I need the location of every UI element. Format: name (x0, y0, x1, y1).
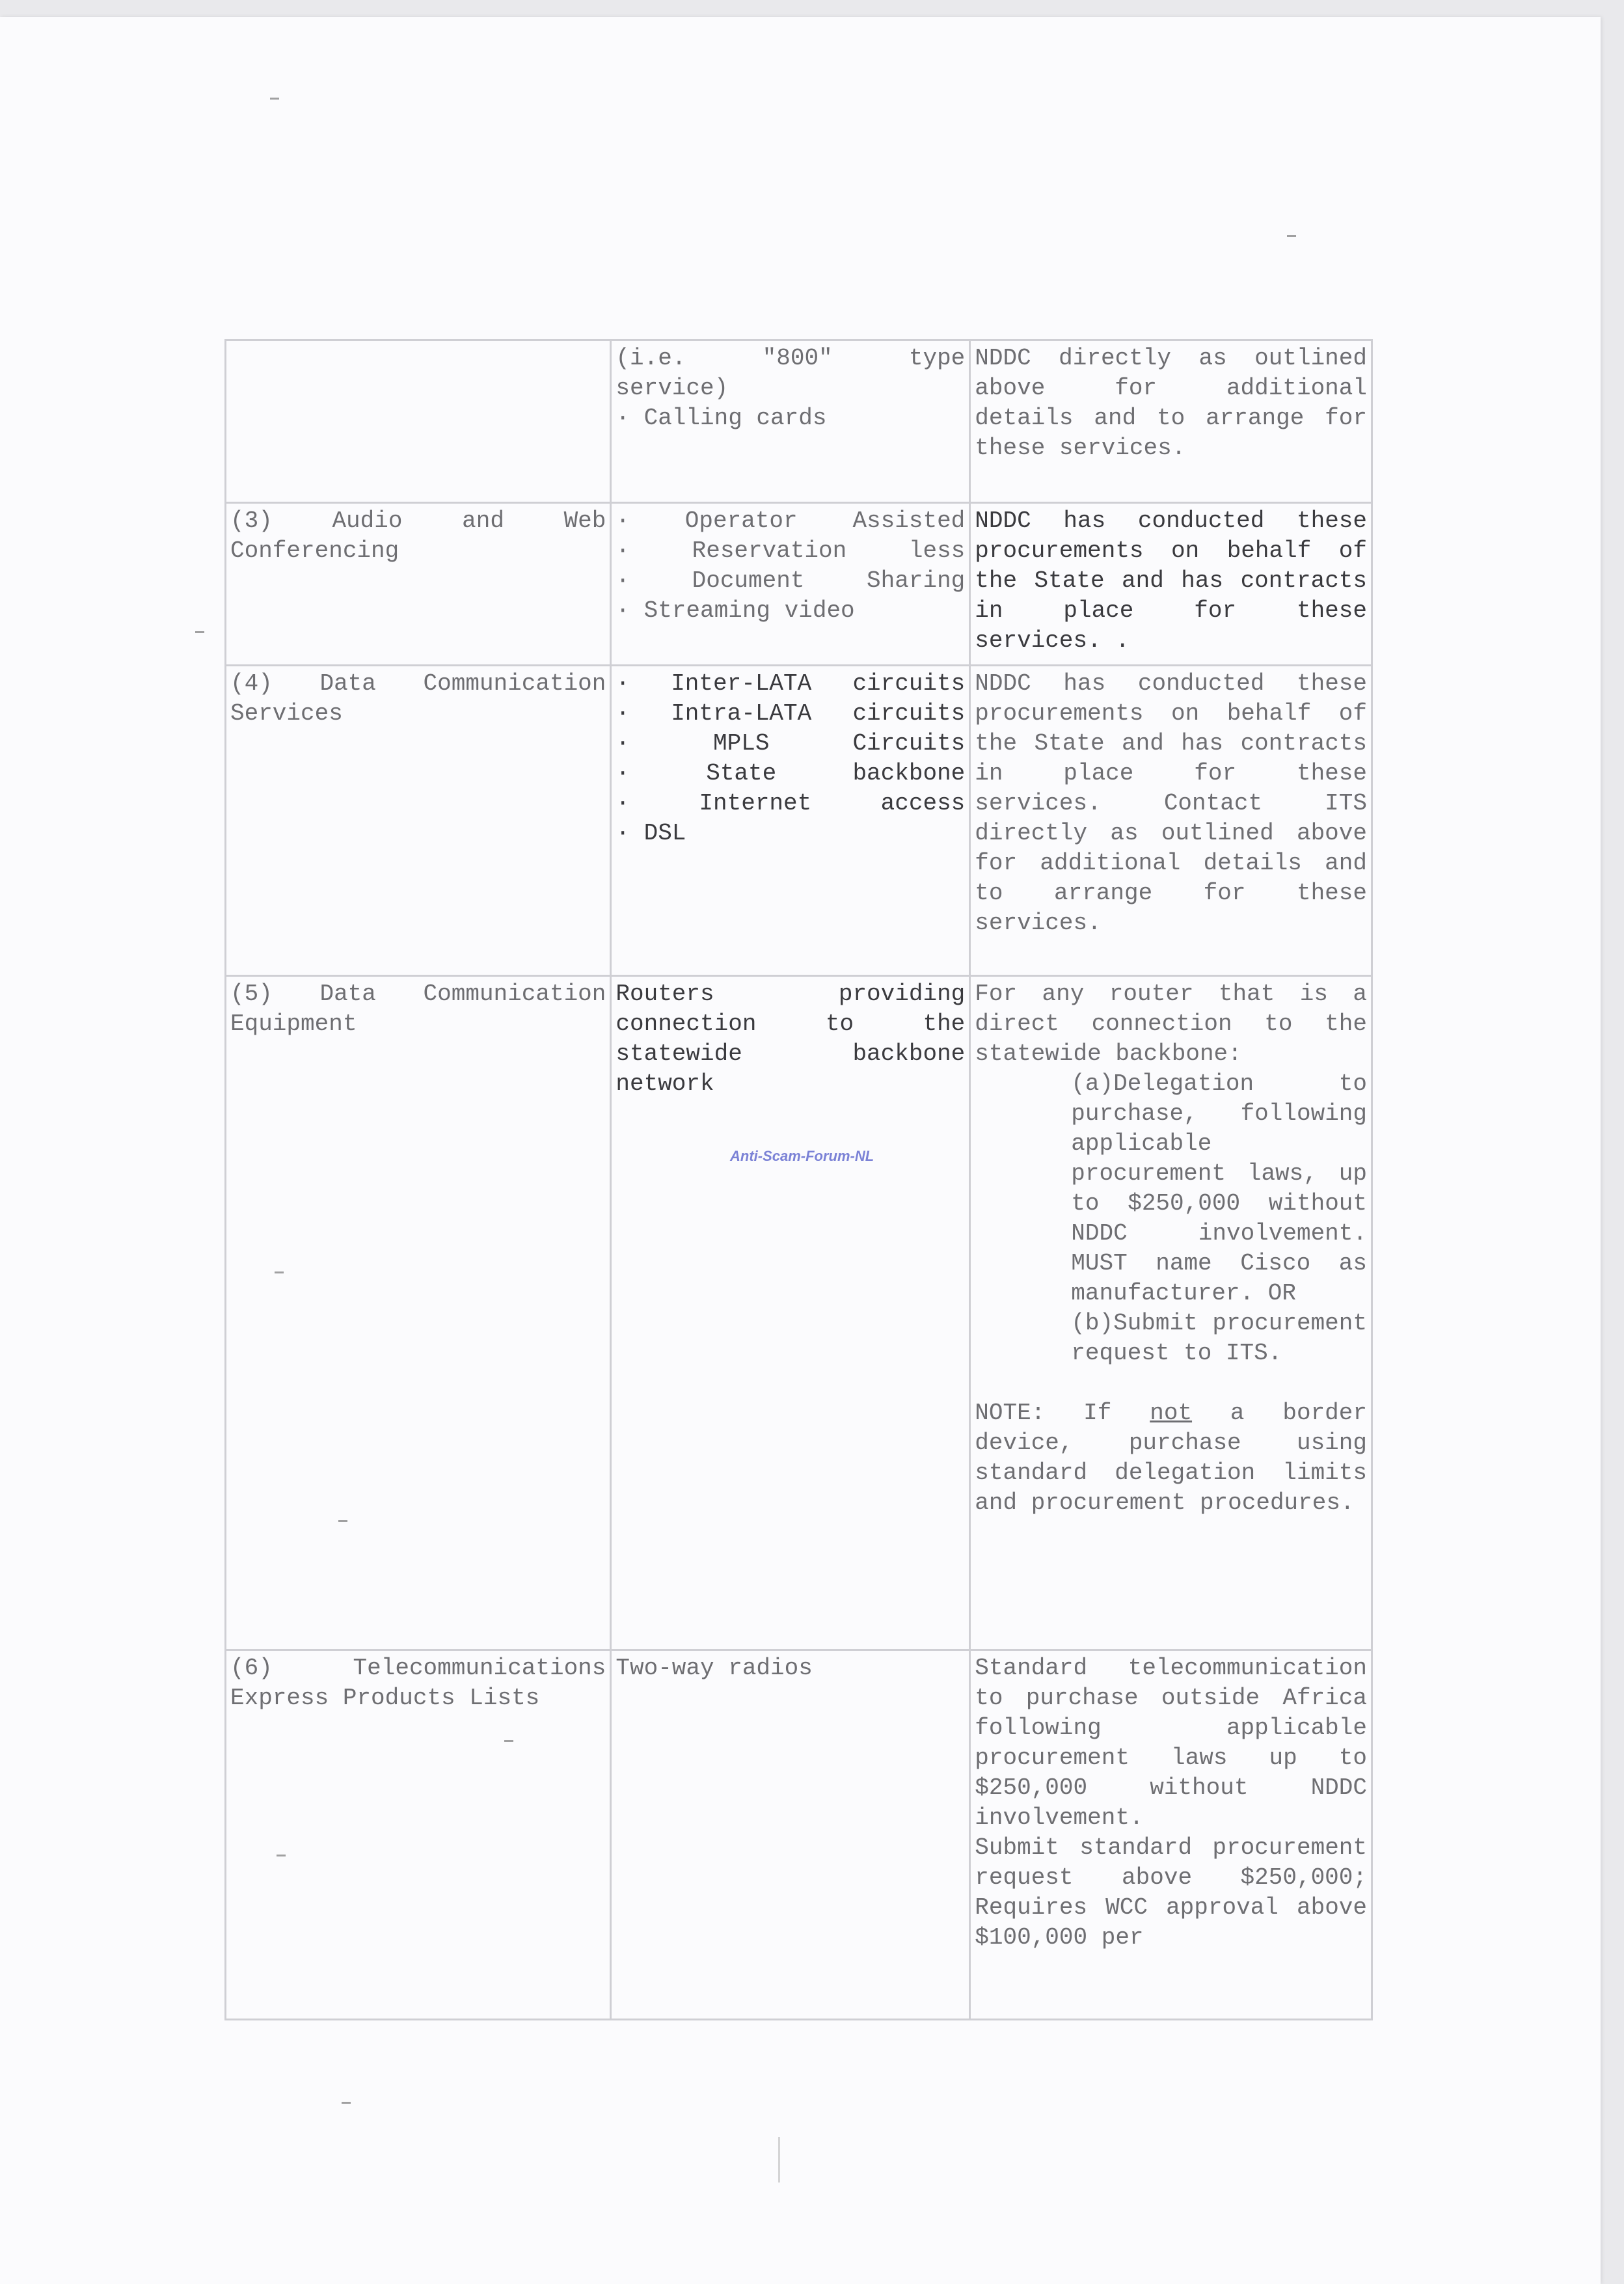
category-cell (226, 340, 611, 503)
list-item: (i.e. "800" type service) (616, 345, 966, 401)
category-cell: (3) Audio and Web Conferencing (226, 503, 611, 666)
guidance-paragraph: Submit standard procurement request above $250,000; Requires WCC approval above $100,000 per (975, 1834, 1367, 1951)
category-cell: (5) Data Communication Equipment (226, 976, 611, 1650)
scan-speck (338, 1520, 347, 1522)
table-row (226, 666, 1372, 976)
option-b: (b)Submit procurement request to ITS. (1071, 1310, 1367, 1366)
items-cell (611, 340, 970, 503)
table-row (226, 340, 1372, 503)
items-cell: Routers providing connection to the statewide backbone network (611, 976, 970, 1650)
guidance-paragraph: Standard telecommunication to purchase outside Africa following applicable procurement laws up to $250,000 without NDDC involvement. (975, 1655, 1367, 1831)
guidance-cell (970, 1650, 1372, 2020)
list-item: · Operator Assisted (616, 508, 966, 534)
option-a: (a)Delegation to purchase, following applicable procurement laws, up to $250,000 without NDDC involvement. MUST name Cisco as manufacturer. OR (1071, 1070, 1367, 1307)
note-underlined-word: not (1150, 1400, 1193, 1426)
list-item: · Reservation less (616, 537, 966, 564)
list-item: · Calling cards (616, 405, 827, 431)
watermark-text: Anti-Scam-Forum-NL (730, 1148, 874, 1164)
guidance-cell: NDDC directly as outlined above for additional details and to arrange for these services. (970, 340, 1372, 503)
list-item: · Streaming video (616, 597, 855, 624)
scan-speck (504, 1740, 513, 1742)
scan-speck (275, 1271, 284, 1273)
list-item: · Internet access (616, 790, 966, 817)
scan-speck (277, 1855, 286, 1856)
items-cell: Two-way radios (611, 1650, 970, 2020)
table-row (226, 503, 1372, 666)
list-item: · Document Sharing (616, 567, 966, 594)
list-item: · Intra-LATA circuits (616, 700, 966, 727)
scan-speck (195, 631, 204, 633)
paper-sheet (0, 17, 1601, 2284)
scan-speck (1287, 235, 1296, 237)
list-item: · DSL (616, 820, 686, 847)
category-cell: (4) Data Communication Services (226, 666, 611, 976)
guidance-cell (970, 976, 1372, 1650)
items-cell (611, 666, 970, 976)
list-item: · MPLS Circuits (616, 730, 966, 757)
items-cell (611, 503, 970, 666)
note-rest: a border device, purchase using standard delegation limits and procurement procedures. (975, 1400, 1367, 1516)
list-item: · State backbone (616, 760, 966, 787)
procurement-table (224, 339, 1373, 2020)
guidance-intro: For any router that is a direct connection to the statewide backbone: (975, 981, 1367, 1067)
table-row (226, 1650, 1372, 2020)
scan-speck (342, 2102, 351, 2104)
note-prefix: NOTE: If (975, 1400, 1150, 1426)
guidance-cell: NDDC has conducted these procurements on behalf of the State and has contracts in place for these services. Contact ITS directly as outlined above for additional details and to arrange for these services. (970, 666, 1372, 976)
list-item: · Inter-LATA circuits (616, 670, 966, 697)
category-cell: (6) Telecommunications Express Products Lists (226, 1650, 611, 2020)
note-paragraph (975, 1398, 1367, 1518)
option-list (975, 1069, 1367, 1368)
scan-speck (270, 98, 279, 100)
guidance-cell: NDDC has conducted these procurements on behalf of the State and has contracts in place for these services. . (970, 503, 1372, 666)
table-row (226, 976, 1372, 1650)
scan-mark (778, 2137, 780, 2182)
